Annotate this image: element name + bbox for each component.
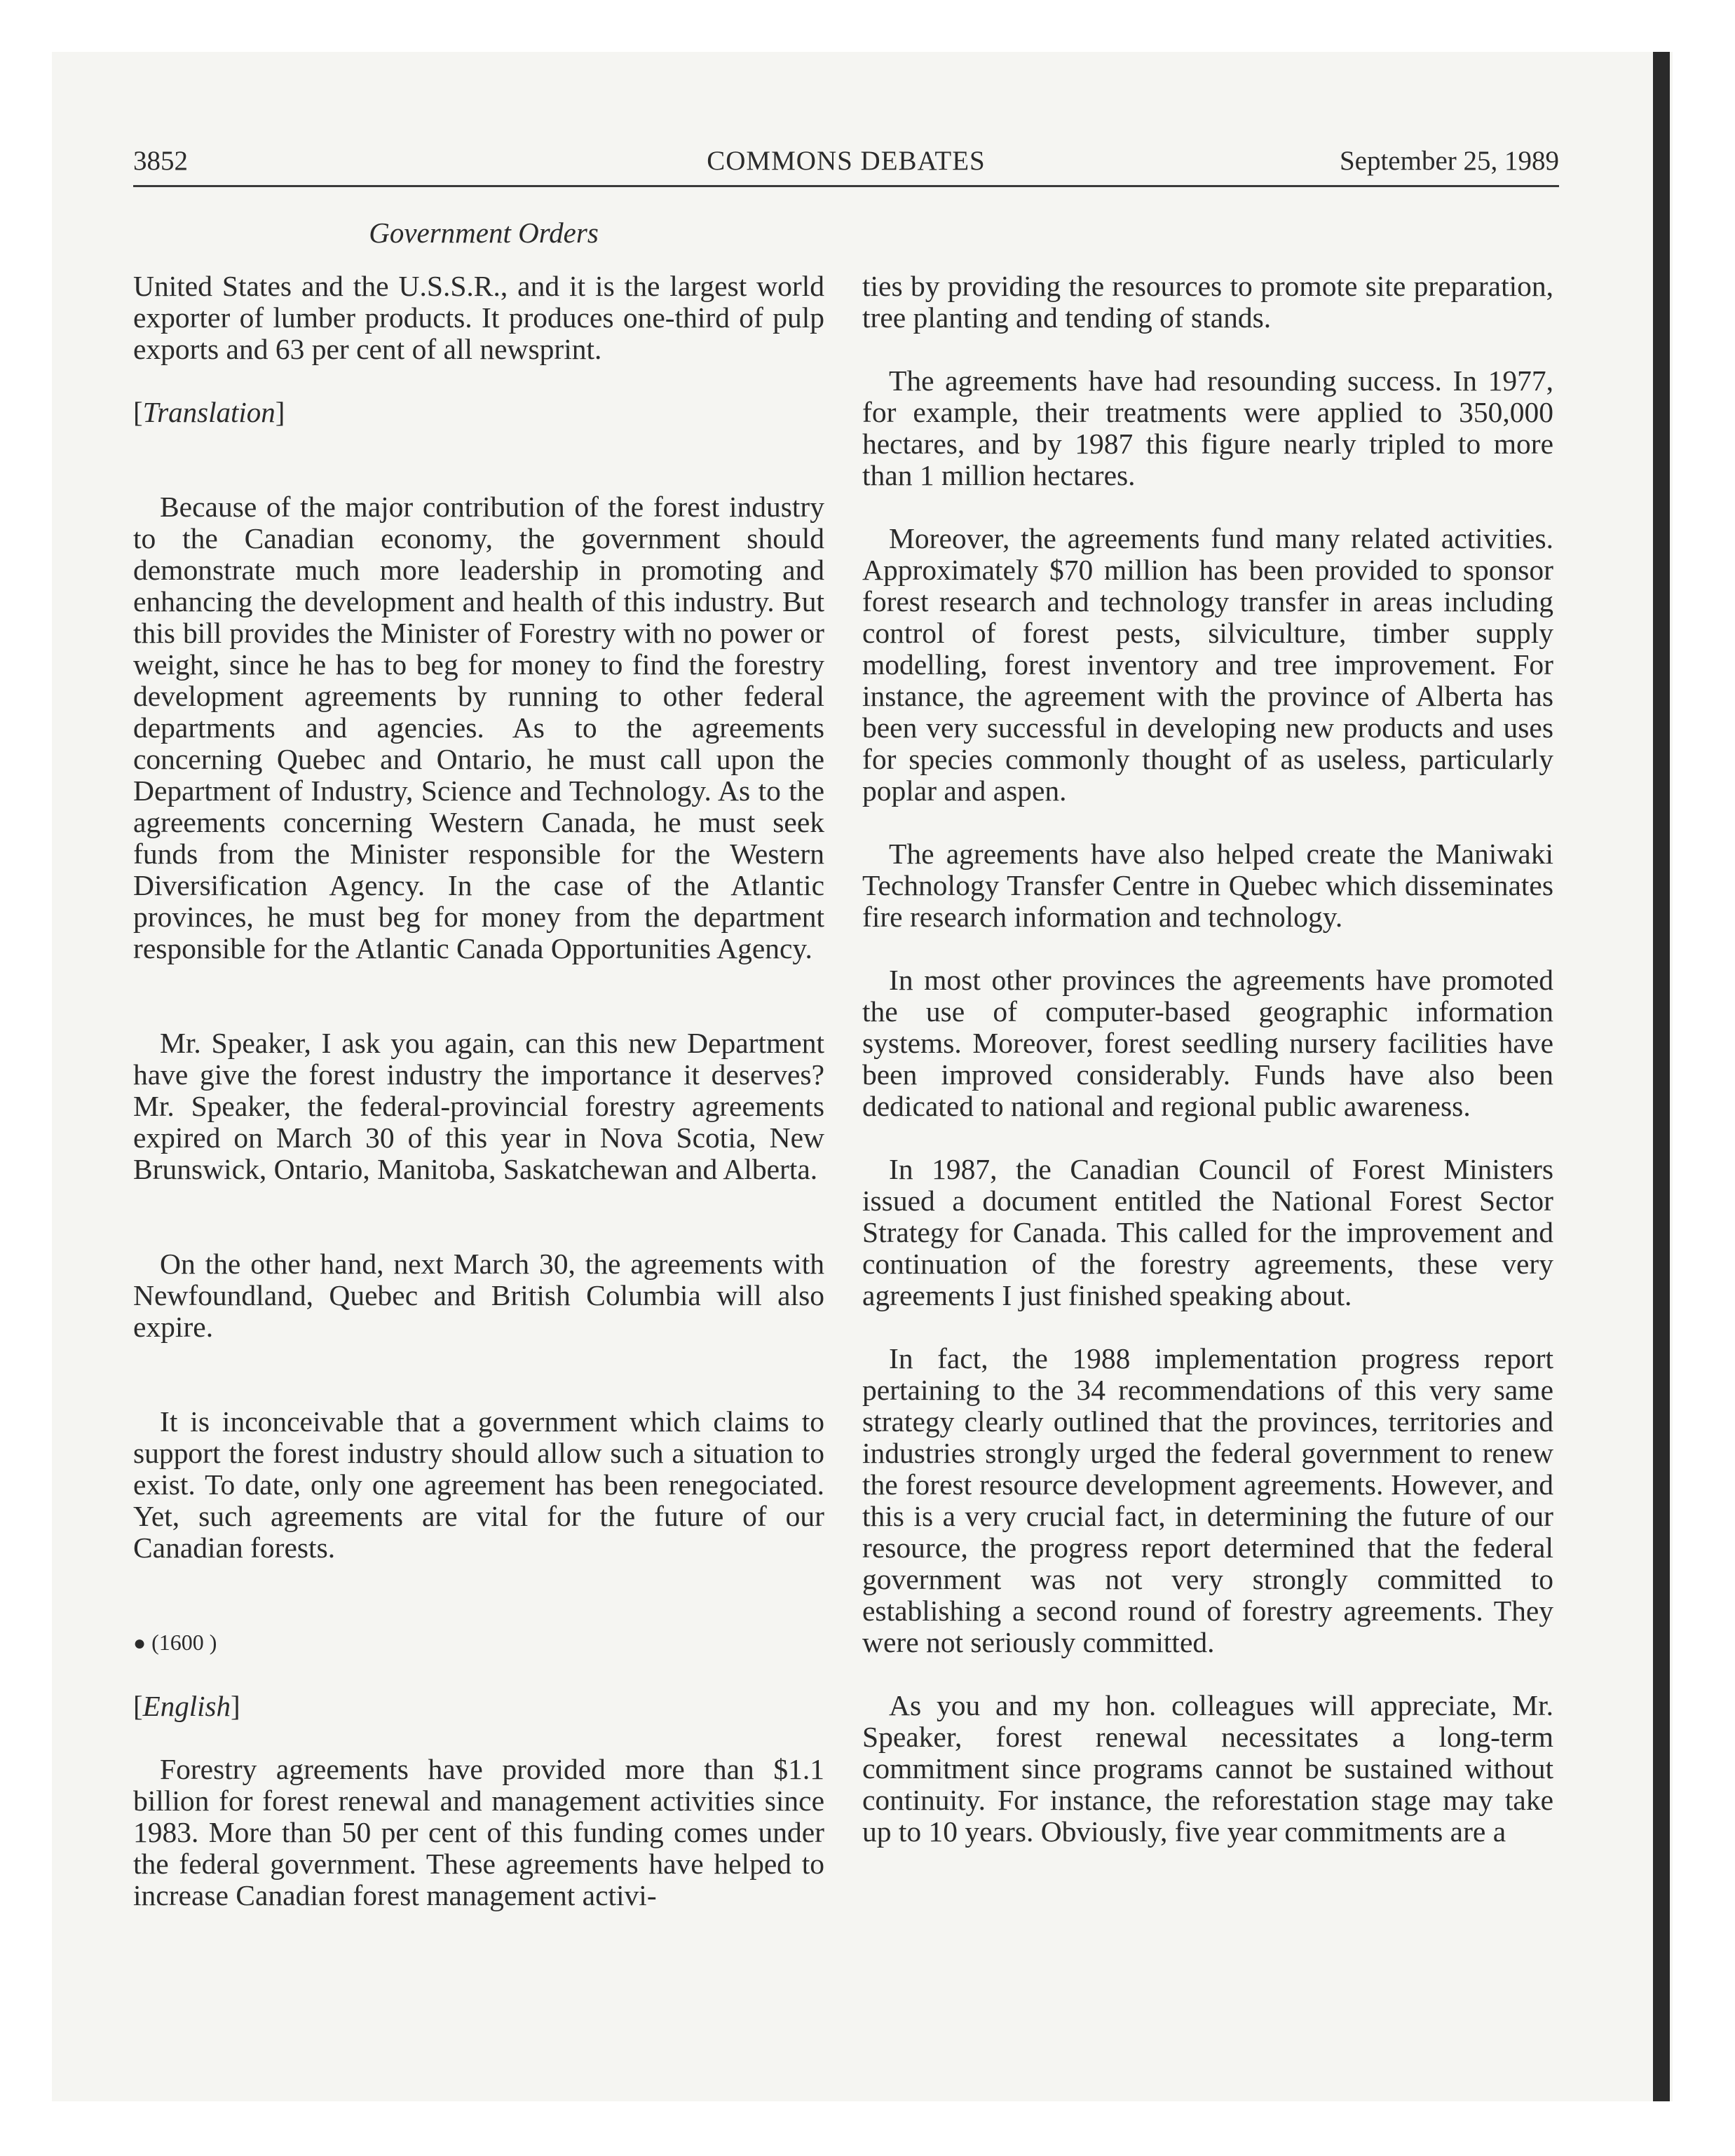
running-header [133, 140, 1559, 182]
paragraph: In most other provinces the agreements have promoted the use of computer-based geographic information systems. Moreover, forest seedling nursery facilities have been improved considerably. Funds have also been dedicated to national and regional public awareness. [862, 964, 1553, 1122]
paragraph: In 1987, the Canadian Council of Forest Ministers issued a document entitled the National Forest Sector Strategy for Canada. This called for the improvement and continuation of the forestry agreements, these very agreements I just finished speaking about. [862, 1153, 1553, 1311]
time-marker: ● (1600 ) [133, 1630, 217, 1655]
publication-date: September 25, 1989 [1339, 146, 1559, 176]
paragraph: Because of the major contribution of the forest industry to the Canadian economy, the government should demonstrate much more leadership in promoting and enhancing the development and health of this industry. But this bill provides the Minister of Forestry with no power or weight, since he has to beg for money to find the forestry development agreements by running to other federal departments and agencies. As to the agreements concerning Quebec and Ontario, he must call upon the Department of Industry, Science and Technology. As to the agreements concerning Western Canada, he must seek funds from the Minister responsible for the Western Diversification Agency. In the case of the Atlantic provinces, he must beg for money from the department responsible for the Atlantic Canada Opportunities Agency. [133, 491, 824, 964]
right-column [862, 271, 1553, 1848]
paragraph: On the other hand, next March 30, the agreements with Newfoundland, Quebec and British Columbia will also expire. [133, 1248, 824, 1343]
page-number: 3852 [133, 146, 188, 176]
section-title: Government Orders [369, 217, 599, 249]
paragraph: As you and my hon. colleagues will appreciate, Mr. Speaker, forest renewal necessitates a long-term commitment since programs cannot be sustained without continuity. For instance, the reforestation stage may take up to 10 years. Obviously, five year commitments are a [862, 1689, 1553, 1848]
paragraph: Forestry agreements have provided more than $1.1 billion for forest renewal and management activities since 1983. More than 50 per cent of this funding comes under the federal government. These agreements have helped to increase Canadian forest management activi- [133, 1753, 824, 1911]
paragraph: Mr. Speaker, I ask you again, can this new Department have give the forest industry the importance it deserves? Mr. Speaker, the federal-provincial forestry agreements expired on March 30 of this year in Nova Scotia, New Brunswick, Ontario, Manitoba, Saskatchewan and Alberta. [133, 1027, 824, 1185]
paragraph: It is inconceivable that a government which claims to support the forest industry should allow such a situation to exist. To date, only one agreement has been renegociated. Yet, such agreements are vital for the future of our Canadian forests. [133, 1405, 824, 1564]
paragraph: ties by providing the resources to promote site preparation, tree planting and tending of stands. [862, 270, 1553, 334]
header-rule [133, 185, 1559, 187]
translation-tag: [Translation] [133, 396, 285, 428]
paragraph: In fact, the 1988 implementation progress report pertaining to the 34 recommendations of this very same strategy clearly outlined that the provinces, territories and industries strongly urged the federal government to renew the forest resource development agreements. However, and this is a very crucial fact, in determining the future of our resource, the progress report determined that the federal government was not very strongly committed to establishing a second round of forestry agreements. They were not seriously committed. [862, 1342, 1553, 1658]
paragraph: The agreements have also helped create the Maniwaki Technology Transfer Centre in Quebec which disseminates fire research information and technology. [862, 838, 1553, 933]
bullet-icon: ● [133, 1632, 147, 1655]
paragraph: Moreover, the agreements fund many related activities. Approximately $70 million has been provided to sponsor forest research and technology transfer in areas including control of forest pests, silviculture, timber supply modelling, forest inventory and tree improvement. For instance, the agreement with the province of Alberta has been very successful in developing new products and uses for species commonly thought of as useless, particularly poplar and aspen. [862, 522, 1553, 807]
paragraph: United States and the U.S.S.R., and it is the largest world exporter of lumber products. It produces one-third of pulp exports and 63 per cent of all newsprint. [133, 270, 824, 365]
english-tag: [English] [133, 1690, 240, 1722]
publication-title: COMMONS DEBATES [707, 146, 986, 176]
left-column [133, 271, 824, 1911]
paragraph: The agreements have had resounding success. In 1977, for example, their treatments were applied to 350,000 hectares, and by 1987 this figure nearly tripled to more than 1 million hectares. [862, 364, 1553, 491]
binding-edge [1653, 52, 1670, 2101]
